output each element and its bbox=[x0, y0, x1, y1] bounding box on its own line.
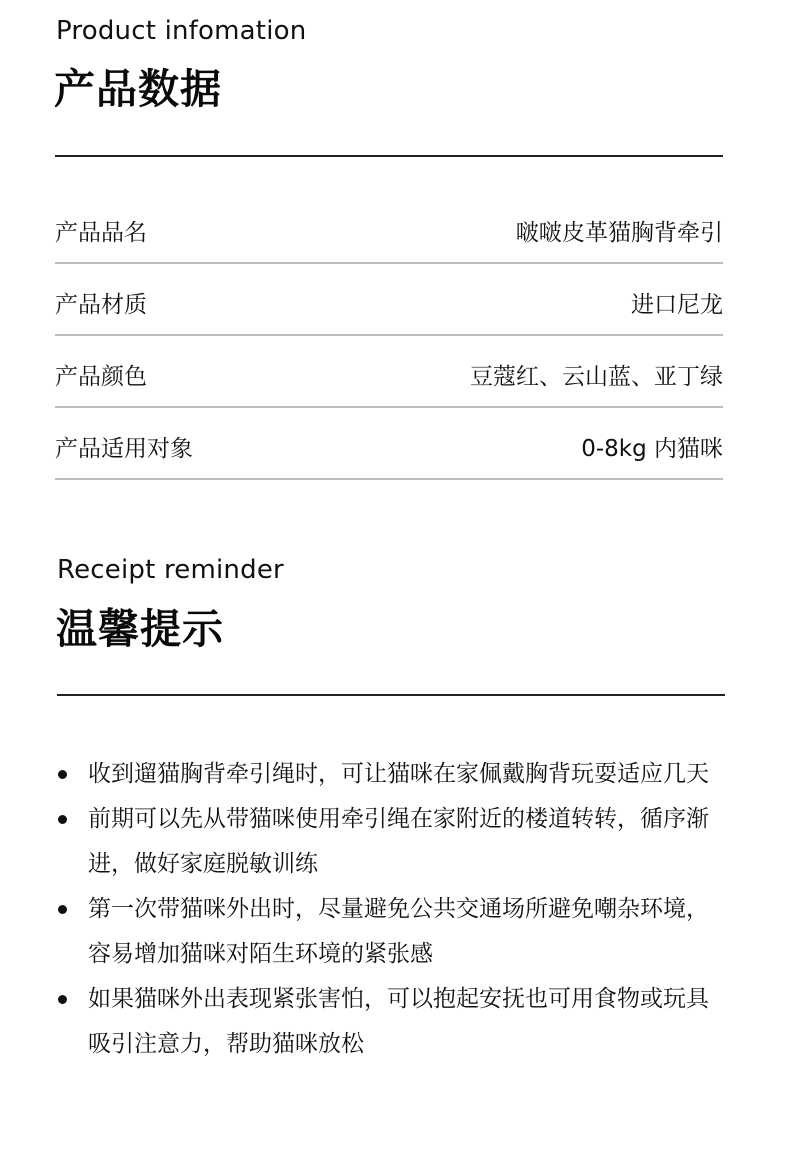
reminder-tip-list bbox=[56, 752, 726, 1067]
product-info-subtitle: Product infomation bbox=[56, 16, 307, 46]
list-item bbox=[56, 752, 726, 797]
spec-row-color bbox=[55, 342, 723, 408]
reminder-subtitle: Receipt reminder bbox=[57, 555, 284, 585]
product-spec-table bbox=[55, 198, 723, 486]
spec-row-material bbox=[55, 270, 723, 336]
tip-text: 前期可以先从带猫咪使用牵引绳在家附近的楼道转转，循序渐进，做好家庭脱敏训练 bbox=[88, 806, 709, 877]
spec-row-target bbox=[55, 414, 723, 480]
product-title-divider bbox=[55, 155, 723, 157]
tip-text: 第一次带猫咪外出时，尽量避免公共交通场所避免嘲杂环境，容易增加猫咪对陌生环境的紧张感 bbox=[88, 896, 709, 967]
tip-text: 收到遛猫胸背牵引绳时，可让猫咪在家佩戴胸背玩耍适应几天 bbox=[88, 761, 709, 787]
spec-label: 产品颜色 bbox=[55, 363, 147, 390]
spec-value: 进口尼龙 bbox=[631, 291, 723, 318]
spec-label: 产品材质 bbox=[55, 291, 147, 318]
spec-value: 啵啵皮革猫胸背牵引 bbox=[516, 219, 723, 246]
spec-value: 0-8kg 内猫咪 bbox=[581, 435, 723, 462]
product-info-title: 产品数据 bbox=[54, 65, 222, 113]
spec-label: 产品品名 bbox=[55, 219, 147, 246]
bullet-icon bbox=[58, 815, 67, 824]
spec-row-name bbox=[55, 198, 723, 264]
spec-label: 产品适用对象 bbox=[55, 435, 193, 462]
bullet-icon bbox=[58, 905, 67, 914]
tip-text: 如果猫咪外出表现紧张害怕，可以抱起安抚也可用食物或玩具吸引注意力，帮助猫咪放松 bbox=[88, 986, 709, 1057]
spec-value: 豆蔻红、云山蓝、亚丁绿 bbox=[470, 363, 723, 390]
bullet-icon bbox=[58, 995, 67, 1004]
list-item bbox=[56, 977, 726, 1067]
reminder-title: 温馨提示 bbox=[56, 605, 224, 653]
list-item bbox=[56, 797, 726, 887]
reminder-title-divider bbox=[57, 694, 725, 696]
bullet-icon bbox=[58, 770, 67, 779]
list-item bbox=[56, 887, 726, 977]
